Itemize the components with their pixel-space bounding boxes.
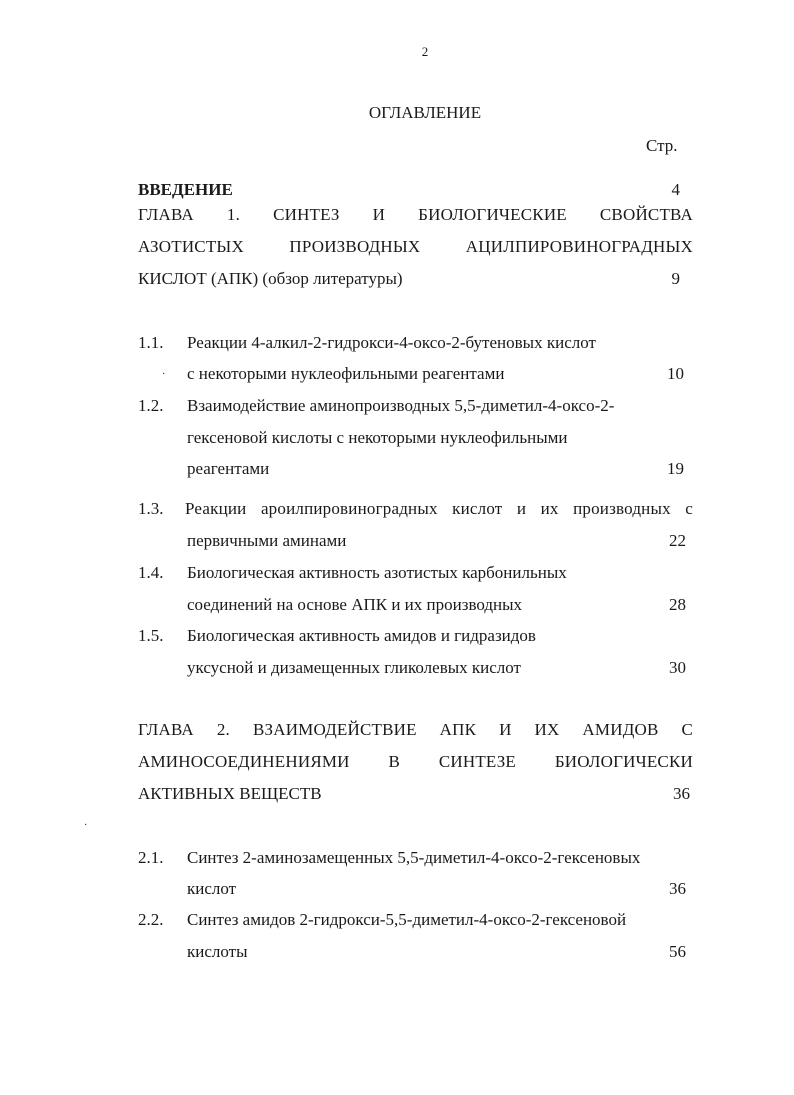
section-1-5-line1: Биологическая активность амидов и гидразидов: [187, 626, 536, 645]
section-1-2-line3: реагентами: [187, 459, 270, 478]
section-1-2-number: 1.2.: [138, 396, 164, 415]
chapter1-heading-line2: АЗОТИСТЫХ ПРОИЗВОДНЫХ АЦИЛПИРОВИНОГРАДНЫХ: [138, 237, 693, 256]
section-1-3-line1: Реакции ароилпировиноградных кислот и их производных с: [185, 499, 693, 518]
section-1-5-line2: уксусной и дизамещенных гликолевых кислот: [187, 658, 521, 677]
chapter1-page: 9: [671, 269, 680, 288]
section-1-3-page: 22: [669, 531, 686, 550]
section-1-1-page: 10: [667, 364, 684, 383]
section-1-5-number: 1.5.: [138, 626, 164, 645]
scan-speck: ·: [162, 369, 166, 380]
section-1-2-page: 19: [667, 459, 684, 478]
section-1-1-line1: Реакции 4-алкил-2-гидрокси-4-оксо-2-бутеновых кислот: [187, 333, 596, 352]
section-1-4-line1: Биологическая активность азотистых карбонильных: [187, 563, 567, 582]
section-1-4-line2: соединений на основе АПК и их производных: [187, 595, 523, 614]
section-2-1-number: 2.1.: [138, 848, 164, 867]
section-1-2-line1: Взаимодействие аминопроизводных 5,5-диметил-4-оксо-2-: [187, 396, 615, 415]
section-2-2-line1: Синтез амидов 2-гидрокси-5,5-диметил-4-оксо-2-гексеновой: [187, 910, 627, 929]
section-1-4-page: 28: [669, 595, 686, 614]
section-1-3-number: 1.3.: [138, 499, 164, 518]
section-2-1-line2: кислот: [187, 879, 237, 898]
chapter2-page: 36: [673, 784, 690, 803]
pages-column-label: Стр.: [646, 136, 678, 155]
introduction-label: ВВЕДЕНИЕ: [138, 180, 233, 199]
section-1-3-line2: первичными аминами: [187, 531, 347, 550]
section-1-5-page: 30: [669, 658, 686, 677]
chapter2-heading-line3: АКТИВНЫХ ВЕЩЕСТВ: [138, 784, 322, 803]
toc-title: ОГЛАВЛЕНИЕ: [368, 103, 482, 122]
introduction-page: 4: [671, 180, 680, 199]
section-2-1-page: 36: [669, 879, 686, 898]
chapter1-heading-line3: КИСЛОТ (АПК) (обзор литературы): [138, 269, 403, 288]
chapter2-heading-line2: АМИНОСОЕДИНЕНИЯМИ В СИНТЕЗЕ БИОЛОГИЧЕСКИ: [138, 752, 693, 771]
section-1-1-number: 1.1.: [138, 333, 164, 352]
chapter2-heading-line1: ГЛАВА 2. ВЗАИМОДЕЙСТВИЕ АПК И ИХ АМИДОВ С: [138, 720, 693, 739]
section-1-1-line2: с некоторыми нуклеофильными реагентами: [187, 364, 505, 383]
section-1-2-line2: гексеновой кислоты с некоторыми нуклеофильными: [187, 428, 568, 447]
chapter1-heading-line1: ГЛАВА 1. СИНТЕЗ И БИОЛОГИЧЕСКИЕ СВОЙСТВА: [138, 205, 693, 224]
page-number: 2: [421, 44, 429, 59]
section-2-2-page: 56: [669, 942, 686, 961]
section-2-2-number: 2.2.: [138, 910, 164, 929]
section-1-4-number: 1.4.: [138, 563, 164, 582]
scan-speck: ·: [84, 820, 88, 831]
section-2-2-line2: кислоты: [187, 942, 248, 961]
section-2-1-line1: Синтез 2-аминозамещенных 5,5-диметил-4-оксо-2-гексеновых: [187, 848, 641, 867]
